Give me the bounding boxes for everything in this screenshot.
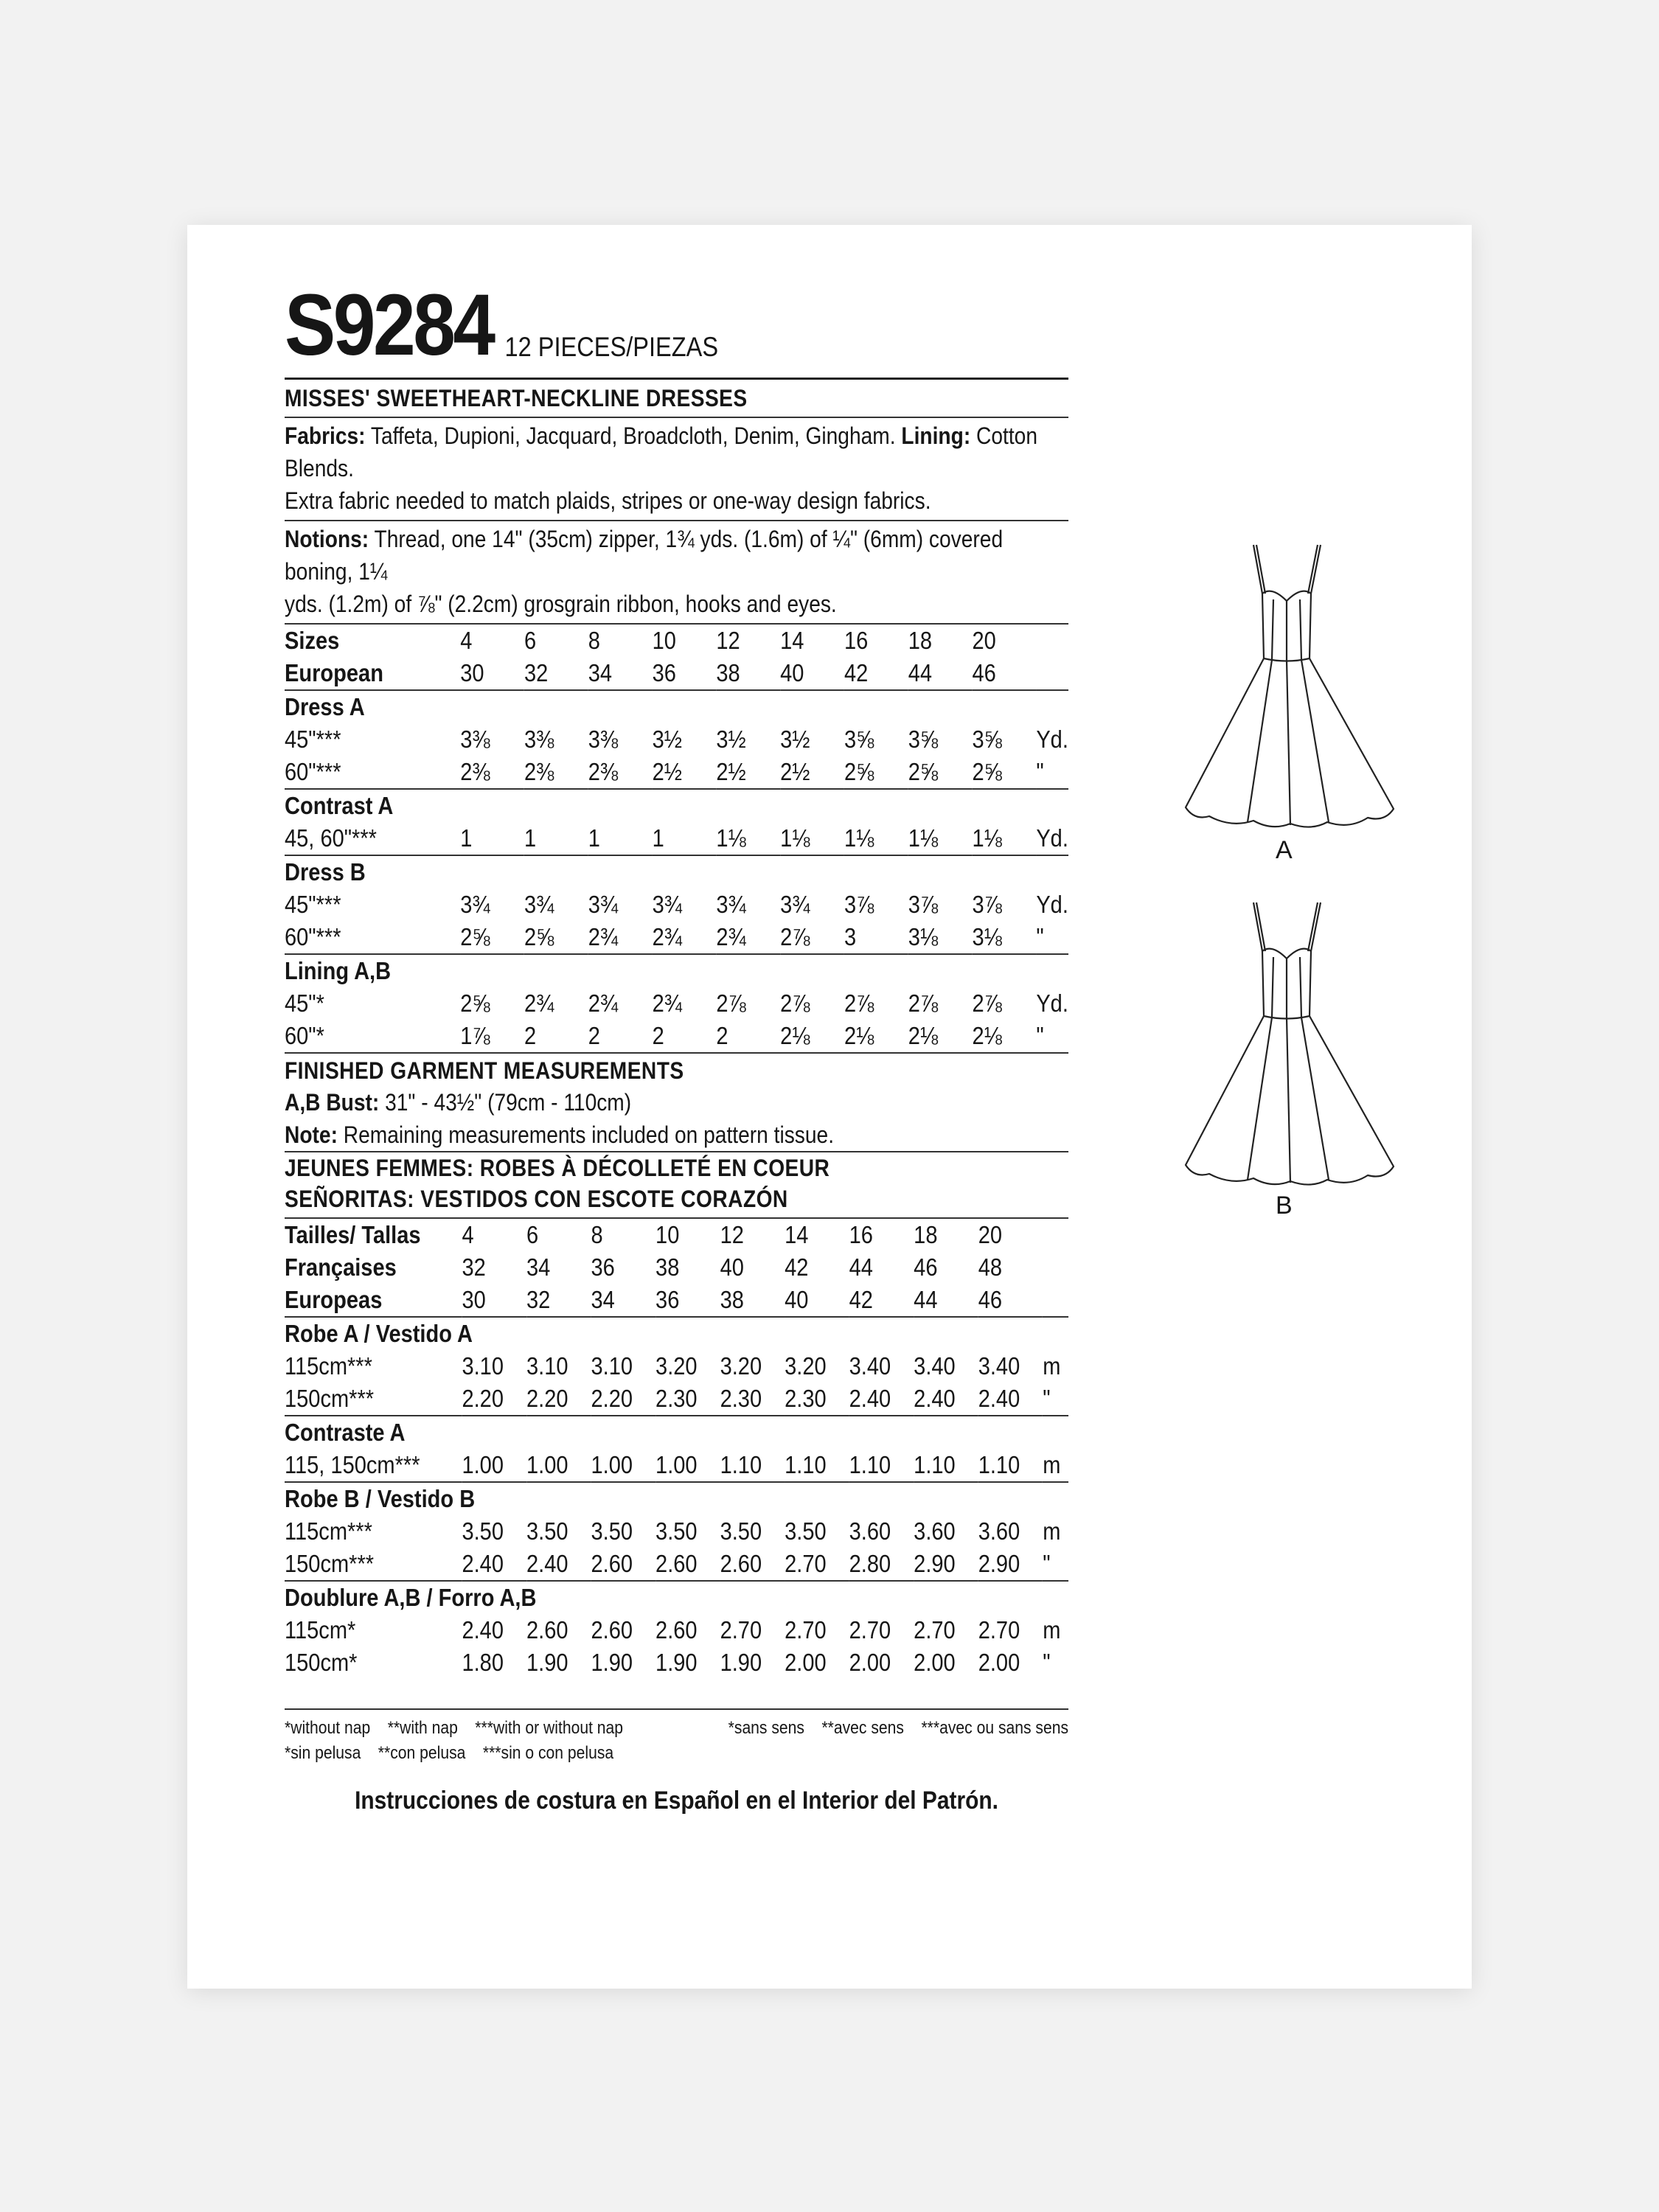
yardage-value: 2⅞ (844, 990, 874, 1017)
yardage-value: 3¾ (652, 891, 682, 918)
group-heading (285, 1318, 1068, 1350)
table-row (285, 921, 1068, 954)
unit-cell (1043, 1251, 1068, 1284)
table-row (285, 1614, 1068, 1646)
unit-cell: " (1043, 1649, 1051, 1676)
yardage-value: 2.40 (849, 1385, 891, 1412)
bust-value: 31" - 43½" (79cm - 110cm) (385, 1089, 632, 1116)
yardage-value: 1.10 (849, 1451, 891, 1478)
yardage-value: 2¾ (652, 990, 682, 1017)
size-cell: 46 (978, 1286, 1003, 1313)
row-label: Tailles/ Tallas (285, 1221, 421, 1248)
yardage-value: 3⅝ (908, 726, 939, 753)
unit-cell: Yd. (1036, 726, 1068, 753)
group-heading (285, 1416, 1068, 1449)
yardage-value: 1⅞ (460, 1022, 490, 1049)
yardage-value: 3⅜ (524, 726, 554, 753)
yardage-value: 2 (588, 1022, 600, 1049)
table-row (285, 1350, 1068, 1382)
fabric-width: 115cm*** (285, 1352, 372, 1380)
group-heading (285, 691, 1068, 723)
bust-measurement (285, 1086, 1068, 1119)
yardage-value: 2.60 (591, 1616, 633, 1644)
yardage-value: 3¾ (460, 891, 490, 918)
size-cell: 14 (780, 627, 804, 654)
finished-title: FINISHED GARMENT MEASUREMENTS (285, 1057, 684, 1084)
yardage-value: 2.40 (914, 1385, 956, 1412)
yardage-value: 2⅛ (844, 1022, 874, 1049)
size-cell: 32 (524, 659, 549, 686)
yardage-value: 1.10 (914, 1451, 956, 1478)
yardage-value: 1⅛ (844, 824, 874, 852)
yardage-value: 1.90 (591, 1649, 633, 1676)
fabric-width: 60"*** (285, 758, 341, 785)
yardage-value: 2 (716, 1022, 728, 1049)
fabric-width: 60"*** (285, 923, 341, 950)
yardage-value: 3½ (716, 726, 746, 753)
yardage-value: 3.50 (591, 1517, 633, 1545)
sizes-row (285, 1219, 1068, 1251)
yardage-value: 2.40 (526, 1550, 568, 1577)
fabric-width: 45, 60"*** (285, 824, 377, 852)
yardage-value: 2⅝ (524, 923, 554, 950)
yardage-value: 2¾ (588, 923, 619, 950)
yardage-value: 2½ (716, 758, 746, 785)
size-cell: 34 (591, 1286, 615, 1313)
yardage-value: 3⅞ (908, 891, 939, 918)
group-name: Contraste A (285, 1419, 406, 1446)
yardage-value: 2¾ (652, 923, 682, 950)
table-row (285, 723, 1068, 756)
size-cell: 10 (652, 627, 676, 654)
size-cell: 34 (526, 1253, 551, 1281)
yardage-value: 2.60 (720, 1550, 762, 1577)
yardage-value: 2.90 (978, 1550, 1020, 1577)
size-cell: 12 (720, 1221, 744, 1248)
lining-text: Cotton Blends. (285, 422, 1037, 481)
yardage-value: 1.90 (720, 1649, 762, 1676)
note-text: Remaining measurements included on pattern tissue. (343, 1121, 835, 1148)
yardage-value: 3⅜ (588, 726, 619, 753)
size-cell: 40 (785, 1286, 809, 1313)
yardage-value: 3⅛ (908, 923, 939, 950)
yardage-value: 2.60 (655, 1616, 698, 1644)
yardage-value: 2⅝ (908, 758, 939, 785)
unit-cell: " (1043, 1550, 1051, 1577)
yardage-value: 2.00 (978, 1649, 1020, 1676)
european-sizes-row (285, 657, 1068, 690)
yardage-value: 1 (588, 824, 600, 852)
yardage-value: 3⅞ (972, 891, 1002, 918)
yardage-value: 2.30 (785, 1385, 827, 1412)
size-cell: 30 (460, 659, 484, 686)
group-name: Contrast A (285, 792, 394, 819)
fabric-width: 115, 150cm*** (285, 1451, 420, 1478)
fabrics-label: Fabrics: (285, 422, 366, 449)
dress-view-b-illustration (1180, 900, 1401, 1194)
size-cell: 32 (526, 1286, 551, 1313)
table-row (285, 1548, 1068, 1581)
fabric-width: 115cm* (285, 1616, 356, 1644)
yardage-value: 2 (652, 1022, 664, 1049)
yardage-value: 1.00 (591, 1451, 633, 1478)
yardage-value: 3¾ (588, 891, 619, 918)
size-cell: 8 (588, 627, 600, 654)
table-row (285, 1449, 1068, 1482)
yardage-value: 2¾ (524, 990, 554, 1017)
fabrics-text (285, 420, 1068, 517)
title-fr: JEUNES FEMMES: ROBES À DÉCOLLETÉ EN COEUR (285, 1155, 830, 1181)
yardage-value: 3.50 (655, 1517, 698, 1545)
yardage-value: 3.50 (526, 1517, 568, 1545)
yardage-value: 2.70 (849, 1616, 891, 1644)
yardage-value: 2.00 (914, 1649, 956, 1676)
footnote-fr: *sans sens **avec sens ***avec ou sans sens (728, 1718, 1069, 1738)
size-cell: 48 (978, 1253, 1003, 1281)
size-cell: 46 (972, 659, 996, 686)
yardage-value: 2⅛ (972, 1022, 1002, 1049)
yardage-value: 2.40 (462, 1550, 504, 1577)
view-a-label: A (1276, 836, 1293, 864)
size-cell: 12 (716, 627, 740, 654)
yardage-value: 2.70 (978, 1616, 1020, 1644)
yardage-value: 2.40 (978, 1385, 1020, 1412)
size-cell: 34 (588, 659, 613, 686)
size-cell: 40 (720, 1253, 744, 1281)
group-name: Robe B / Vestido B (285, 1485, 476, 1512)
bust-label: A,B Bust: (285, 1089, 380, 1116)
yardage-value: 3.10 (462, 1352, 504, 1380)
group-name: Doublure A,B / Forro A,B (285, 1584, 537, 1611)
yardage-value: 2.80 (849, 1550, 891, 1577)
yardage-value: 1.90 (526, 1649, 568, 1676)
fabric-width: 150cm* (285, 1649, 358, 1676)
size-cell: 42 (785, 1253, 809, 1281)
size-cell: 42 (844, 659, 869, 686)
yardage-value: 2⅞ (716, 990, 746, 1017)
title-en: MISSES' SWEETHEART-NECKLINE DRESSES (285, 385, 748, 411)
group-heading (285, 856, 1068, 888)
notions-list: Thread, one 14" (35cm) zipper, 1¾ yds. (1.6m) of ¼" (6mm) covered boning, 1¼ (285, 526, 1004, 585)
size-cell: 18 (908, 627, 933, 654)
yardage-table-en (285, 625, 1068, 1052)
yardage-value: 3¾ (716, 891, 746, 918)
yardage-table-intl (285, 1219, 1068, 1679)
yardage-value: 1⅛ (908, 824, 939, 852)
yardage-value: 3.60 (849, 1517, 891, 1545)
pattern-code: S9284 (285, 276, 493, 374)
table-row (285, 756, 1068, 789)
fabric-width: 60"* (285, 1022, 324, 1049)
footnotes (285, 1716, 1068, 1766)
yardage-value: 2.00 (849, 1649, 891, 1676)
size-cell: 8 (591, 1221, 603, 1248)
view-b-label: B (1276, 1192, 1293, 1220)
french-sizes-row (285, 1251, 1068, 1284)
yardage-value: 2.70 (785, 1550, 827, 1577)
table-row (285, 822, 1068, 855)
size-cell: 36 (591, 1253, 615, 1281)
table-row (285, 1515, 1068, 1548)
yardage-value: 2.60 (655, 1550, 698, 1577)
unit-cell (1043, 1219, 1068, 1251)
yardage-value: 2.70 (914, 1616, 956, 1644)
spanish-instructions-note: Instrucciones de costura en Español en el Interior del Patrón. (355, 1787, 998, 1815)
size-cell: 16 (849, 1221, 873, 1248)
unit-cell: Yd. (1036, 891, 1068, 918)
yardage-value: 1⅛ (972, 824, 1002, 852)
unit-cell: Yd. (1036, 824, 1068, 852)
size-cell: 10 (655, 1221, 680, 1248)
size-cell: 6 (524, 627, 537, 654)
yardage-value: 3.50 (720, 1517, 762, 1545)
yardage-value: 2⅞ (780, 990, 810, 1017)
yardage-value: 2⅜ (460, 758, 490, 785)
yardage-value: 2.60 (591, 1550, 633, 1577)
yardage-value: 3.20 (655, 1352, 698, 1380)
yardage-value: 2⅜ (524, 758, 554, 785)
yardage-value: 3½ (780, 726, 810, 753)
group-name: Dress A (285, 693, 365, 720)
yardage-value: 3.40 (978, 1352, 1020, 1380)
yardage-value: 3⅛ (972, 923, 1002, 950)
unit-cell (1043, 1284, 1068, 1317)
yardage-value: 3.10 (591, 1352, 633, 1380)
size-cell: 20 (978, 1221, 1003, 1248)
size-cell: 44 (914, 1286, 938, 1313)
unit-cell (1036, 657, 1068, 690)
fabric-width: 150cm*** (285, 1385, 375, 1412)
fabric-width: 150cm*** (285, 1550, 375, 1577)
yardage-value: 2⅞ (908, 990, 939, 1017)
sizes-row (285, 625, 1068, 657)
unit-cell: " (1036, 758, 1044, 785)
yardage-value: 2.30 (655, 1385, 698, 1412)
yardage-value: 2.90 (914, 1550, 956, 1577)
size-cell: 4 (462, 1221, 474, 1248)
divider (285, 378, 1068, 380)
fabric-width: 45"*** (285, 726, 341, 753)
yardage-value: 1.10 (785, 1451, 827, 1478)
yardage-value: 3.50 (785, 1517, 827, 1545)
fabric-width: 45"* (285, 990, 324, 1017)
yardage-value: 3¾ (524, 891, 554, 918)
yardage-value: 1.10 (720, 1451, 762, 1478)
size-cell: 36 (655, 1286, 680, 1313)
yardage-value: 3⅞ (844, 891, 874, 918)
divider (285, 520, 1068, 521)
yardage-value: 3.40 (914, 1352, 956, 1380)
yardage-value: 2.20 (591, 1385, 633, 1412)
size-cell: 20 (972, 627, 996, 654)
group-name: Robe A / Vestido A (285, 1320, 473, 1347)
yardage-value: 1.90 (655, 1649, 698, 1676)
yardage-value: 3.50 (462, 1517, 504, 1545)
yardage-value: 1⅛ (780, 824, 810, 852)
size-cell: 38 (655, 1253, 680, 1281)
yardage-value: 2.40 (462, 1616, 504, 1644)
yardage-value: 3½ (652, 726, 682, 753)
size-cell: 40 (780, 659, 804, 686)
notions-list-cont: yds. (1.2m) of ⅞" (2.2cm) grosgrain ribbon, hooks and eyes. (285, 591, 837, 617)
yardage-value: 1 (652, 824, 664, 852)
pattern-content (285, 273, 1068, 1815)
yardage-value: 1.80 (462, 1649, 504, 1676)
yardage-value: 1.00 (526, 1451, 568, 1478)
group-name: Dress B (285, 858, 366, 886)
yardage-value: 2⅜ (588, 758, 619, 785)
yardage-value: 3⅝ (972, 726, 1002, 753)
yardage-value: 2⅞ (780, 923, 810, 950)
pattern-header (285, 273, 1068, 374)
yardage-value: 3.60 (978, 1517, 1020, 1545)
table-row (285, 987, 1068, 1020)
yardage-value: 2.20 (462, 1385, 504, 1412)
size-cell: 14 (785, 1221, 809, 1248)
size-cell: 36 (652, 659, 676, 686)
yardage-value: 3⅜ (460, 726, 490, 753)
yardage-value: 2.60 (526, 1616, 568, 1644)
unit-cell (1036, 625, 1068, 657)
yardage-value: 2½ (652, 758, 682, 785)
yardage-value: 1 (524, 824, 537, 852)
title-es: SEÑORITAS: VESTIDOS CON ESCOTE CORAZÓN (285, 1186, 788, 1212)
row-label: Europeas (285, 1286, 383, 1313)
row-label: Sizes (285, 627, 340, 654)
row-label: Françaises (285, 1253, 397, 1281)
size-cell: 44 (908, 659, 933, 686)
fabrics-list: Taffeta, Dupioni, Jacquard, Broadcloth, Denim, Gingham. (370, 422, 896, 449)
unit-cell: " (1036, 1022, 1044, 1049)
notions-label: Notions: (285, 526, 369, 552)
unit-cell: " (1043, 1385, 1051, 1412)
pieces-count: 12 PIECES/PIEZAS (504, 332, 719, 362)
yardage-value: 2⅛ (780, 1022, 810, 1049)
yardage-value: 2⅝ (460, 923, 490, 950)
size-cell: 30 (462, 1286, 486, 1313)
yardage-value: 1.00 (462, 1451, 504, 1478)
size-cell: 38 (720, 1286, 744, 1313)
size-cell: 38 (716, 659, 740, 686)
yardage-value: 2.20 (526, 1385, 568, 1412)
yardage-value: 3⅝ (844, 726, 874, 753)
unit-cell: Yd. (1036, 990, 1068, 1017)
size-cell: 42 (849, 1286, 873, 1313)
yardage-value: 3.10 (526, 1352, 568, 1380)
yardage-value: 2.70 (720, 1616, 762, 1644)
row-label: European (285, 659, 383, 686)
group-heading (285, 955, 1068, 987)
yardage-value: 3.20 (785, 1352, 827, 1380)
size-cell: 46 (914, 1253, 938, 1281)
footnote-en: *without nap **with nap ***with or without nap (285, 1718, 624, 1738)
dress-view-a-illustration (1180, 542, 1401, 837)
yardage-value: 2⅝ (460, 990, 490, 1017)
yardage-value: 2.00 (785, 1649, 827, 1676)
table-row (285, 1382, 1068, 1416)
measurement-note (285, 1119, 1068, 1151)
yardage-value: 2⅝ (844, 758, 874, 785)
yardage-value: 1 (460, 824, 473, 852)
yardage-value: 1.10 (978, 1451, 1020, 1478)
unit-cell: m (1043, 1616, 1061, 1644)
yardage-value: 2 (524, 1022, 537, 1049)
size-cell: 32 (462, 1253, 486, 1281)
footnote-es: *sin pelusa **con pelusa ***sin o con pelusa (285, 1743, 614, 1763)
group-heading (285, 1483, 1068, 1515)
fabric-width: 45"*** (285, 891, 341, 918)
yardage-value: 3.40 (849, 1352, 891, 1380)
yardage-value: 3.60 (914, 1517, 956, 1545)
yardage-value: 2.30 (720, 1385, 762, 1412)
yardage-value: 2.70 (785, 1616, 827, 1644)
yardage-value: 2⅛ (908, 1022, 939, 1049)
fabrics-note: Extra fabric needed to match plaids, stripes or one-way design fabrics. (285, 487, 931, 514)
yardage-value: 2⅞ (972, 990, 1002, 1017)
table-row (285, 1646, 1068, 1679)
group-name: Lining A,B (285, 957, 392, 984)
notions-text (285, 523, 1068, 620)
size-cell: 4 (460, 627, 473, 654)
yardage-value: 2¾ (588, 990, 619, 1017)
yardage-value: 3 (844, 923, 857, 950)
yardage-value: 2⅝ (972, 758, 1002, 785)
yardage-value: 1⅛ (716, 824, 746, 852)
yardage-value: 1.00 (655, 1451, 698, 1478)
european-sizes-row (285, 1284, 1068, 1317)
unit-cell: m (1043, 1517, 1061, 1545)
yardage-value: 3¾ (780, 891, 810, 918)
table-row (285, 1020, 1068, 1052)
divider (285, 1052, 1068, 1054)
yardage-value: 2¾ (716, 923, 746, 950)
table-row (285, 888, 1068, 921)
yardage-value: 2½ (780, 758, 810, 785)
group-heading (285, 1582, 1068, 1614)
unit-cell: " (1036, 923, 1044, 950)
size-cell: 44 (849, 1253, 873, 1281)
divider (285, 417, 1068, 418)
unit-cell: m (1043, 1451, 1061, 1478)
size-cell: 6 (526, 1221, 539, 1248)
size-cell: 18 (914, 1221, 938, 1248)
yardage-value: 3.20 (720, 1352, 762, 1380)
size-cell: 16 (844, 627, 869, 654)
group-heading (285, 790, 1068, 822)
fabric-width: 115cm*** (285, 1517, 372, 1545)
unit-cell: m (1043, 1352, 1061, 1380)
note-label: Note: (285, 1121, 338, 1148)
divider (285, 1708, 1068, 1710)
lining-label: Lining: (901, 422, 971, 449)
